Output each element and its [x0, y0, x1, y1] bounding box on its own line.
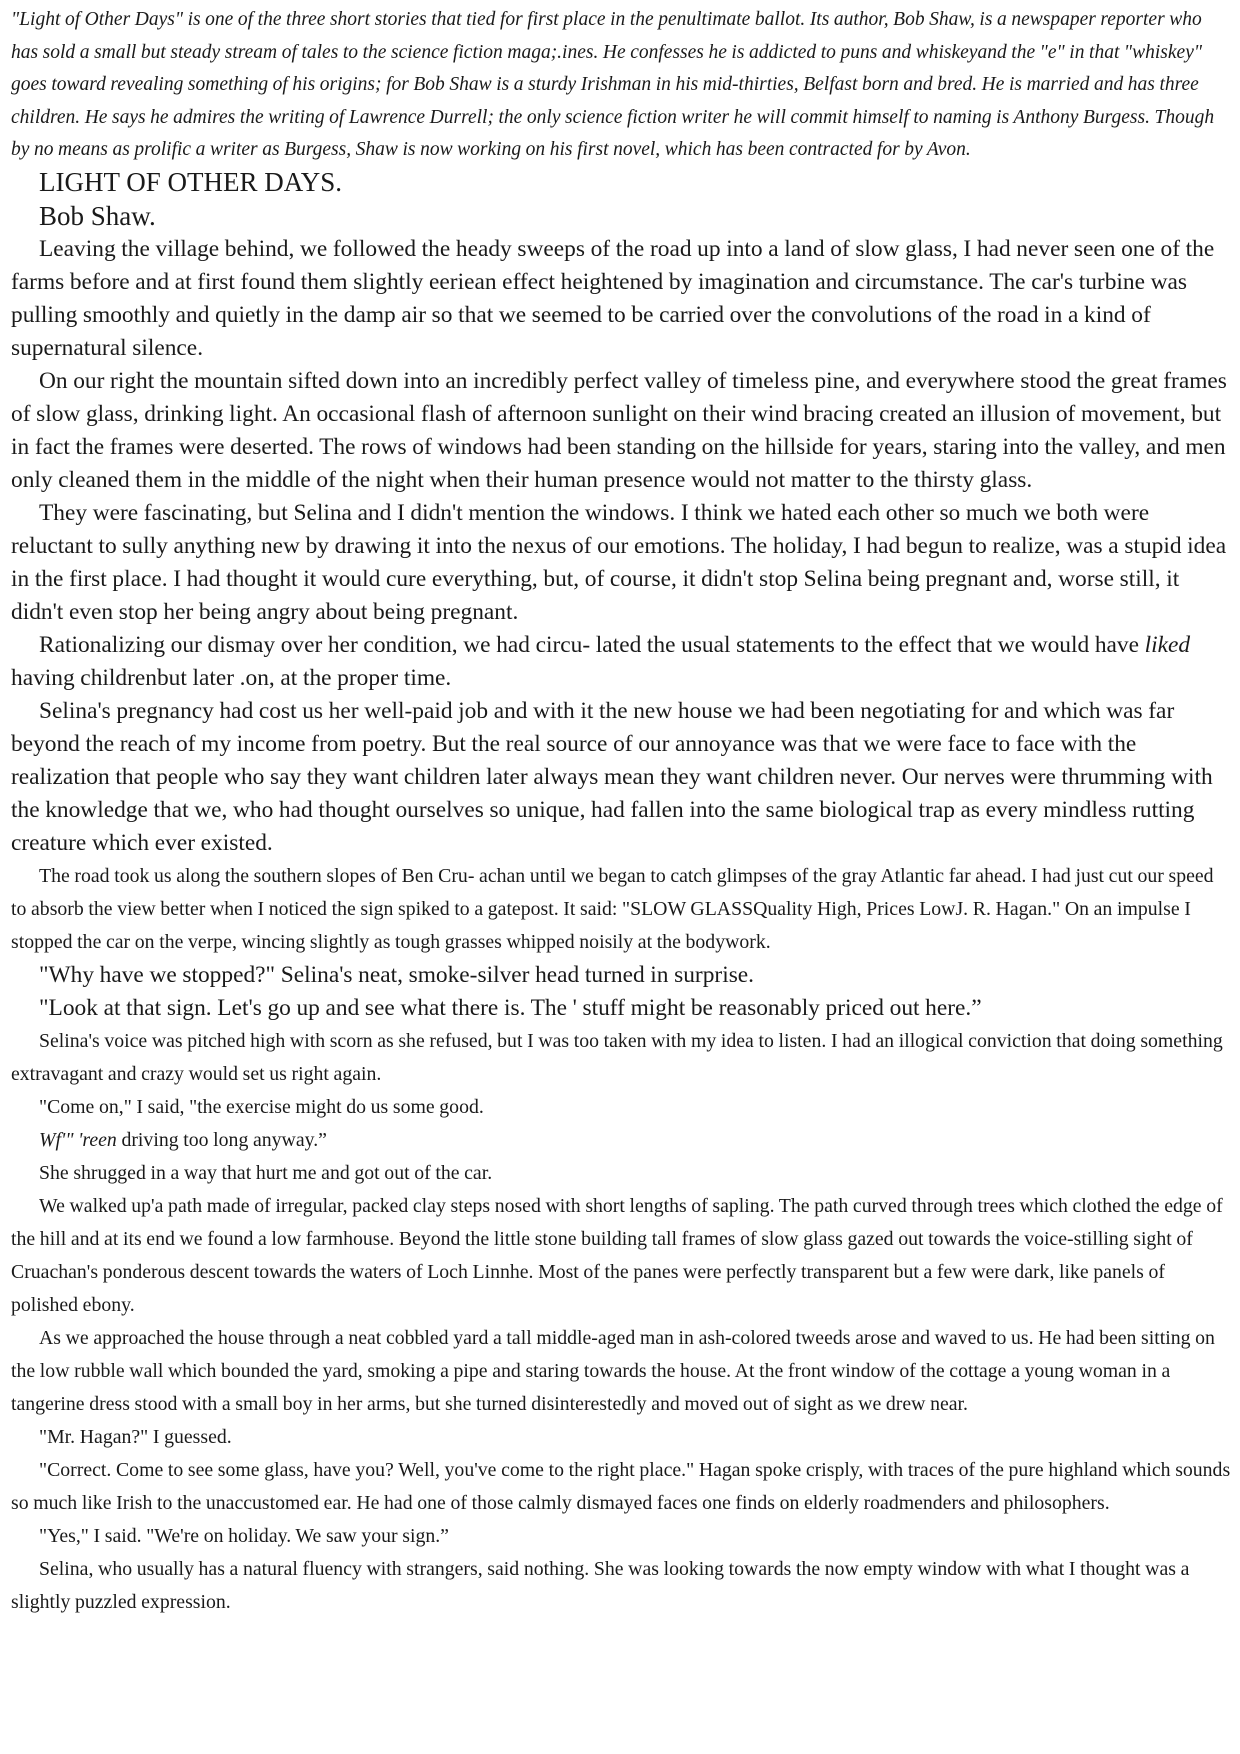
body-paragraph: Selina, who usually has a natural fluency with strangers, said nothing. She was looking towards the now empty window with what I thought was a slightly puzzled expression.: [11, 1557, 1190, 1613]
dialogue-paragraph: "Come on," I said, "the exercise might do us some good.: [39, 1095, 484, 1118]
dialogue-paragraph: "Mr. Hagan?" I guessed.: [39, 1425, 232, 1448]
dialogue-paragraph: [11, 1124, 1233, 1157]
body-text: driving too long anyway.”: [116, 1128, 327, 1151]
story-title: LIGHT OF OTHER DAYS.: [39, 166, 343, 197]
body-paragraph: They were fascinating, but Selina and I didn't mention the windows. I think we hated each other so much we both were reluctant to sully anything new by drawing it into the nexus of our emotions. The holiday, I had begun to realize, was a stupid idea in the first place. I had thought it would cure everything, but, of course, it didn't stop Selina being pregnant and, worse still, it didn't even stop her being angry about being pregnant.: [11, 499, 1227, 625]
body-paragraph: Leaving the village behind, we followed the heady sweeps of the road up into a land of slow glass, I had never seen one of the farms before and at first found them slightly eeriean effect heightened by imagination and circumstance. The car's turbine was pulling smoothly and quietly in the damp air so that we seemed to be carried over the convolutions of the road in a kind of supernatural silence.: [11, 235, 1215, 361]
dialogue-paragraph: "Why have we stopped?" Selina's neat, smoke-silver head turned in surprise.: [39, 961, 755, 988]
body-paragraph: On our right the mountain sifted down into an incredibly perfect valley of timeless pine, and everywhere stood the great frames of slow glass, drinking light. An occasional flash of afternoon sunlight on their wind bracing created an illusion of movement, but in fact the frames were deserted. The rows of windows had been standing on the hillside for years, staring into the valley, and men only cleaned them in the middle of the night when their human presence would not matter to the thirsty glass.: [11, 367, 1227, 493]
body-text: Rationalizing our dismay over her condition, we had circu- lated the usual statements to the effect that we would have: [39, 631, 1145, 658]
body-text: having childrenbut later .on, at the proper time.: [11, 664, 452, 691]
dialogue-paragraph: "Correct. Come to see some glass, have you? Well, you've come to the right place." Hagan spoke crisply, with traces of the pure highland which sounds so much like Irish to the unaccustomed ear. He had one of those calmly dismayed faces one finds on elderly roadmenders and philosophers.: [11, 1458, 1231, 1514]
editor-introduction: "Light of Other Days" is one of the three short stories that tied for first place in the penultimate ballot. Its author, Bob Shaw, is a newspaper reporter who has sold a small but steady stream of tales to the science fiction maga;.ines. He confesses he is addicted to puns and whiskeyand the "e" in that "whiskey" goes toward revealing something of his origins; for Bob Shaw is a sturdy Irishman in his mid-thirties, Belfast born and bred. He is married and has three children. He says he admires the writing of Lawrence Durrell; the only science fiction writer he will commit himself to naming is Anthony Burgess. Though by no means as prolific a writer as Burgess, Shaw is now working on his first novel, which has been contracted for by Avon.: [11, 9, 1215, 161]
body-paragraph: Selina's pregnancy had cost us her well-paid job and with it the new house we had been negotiating for and which was far beyond the reach of my income from poetry. But the real source of our annoyance was that we were face to face with the realization that people who say they want children later always mean they want children never. Our nerves were thrumming with the knowledge that we, who had thought ourselves so unique, had fallen into the same biological trap as every mindless rutting creature which ever existed.: [11, 697, 1213, 856]
body-paragraph: The road took us along the southern slopes of Ben Cru- achan until we began to catch glimpses of the gray Atlantic far ahead. I had just cut our speed to absorb the view better when I noticed the sign spiked to a gatepost. It said: "SLOW GLASSQuality High, Prices LowJ. R. Hagan." On an impulse I stopped the car on the verpe, wincing slightly as tough grasses whipped noisily at the bodywork.: [11, 864, 1214, 953]
story-author: Bob Shaw.: [39, 200, 156, 231]
body-paragraph: [11, 629, 1233, 695]
body-paragraph: As we approached the house through a neat cobbled yard a tall middle-aged man in ash-colored tweeds arose and waved to us. He had been sitting on the low rubble wall which bounded the yard, smoking a pipe and staring towards the house. At the front window of the cottage a young woman in a tangerine dress stood with a small boy in her arms, but she turned disinterestedly and moved out of sight as we drew near.: [11, 1326, 1215, 1415]
dialogue-paragraph: "Yes," I said. "We're on holiday. We saw your sign.”: [39, 1524, 449, 1547]
emphasized-word: liked: [1144, 631, 1191, 658]
emphasized-word: Wf'" 'reen: [39, 1128, 117, 1151]
dialogue-paragraph: "Look at that sign. Let's go up and see what there is. The ' stuff might be reasonably priced out here.”: [39, 994, 982, 1021]
document-page: [11, 4, 1233, 1619]
body-paragraph: Selina's voice was pitched high with scorn as she refused, but I was too taken with my idea to listen. I had an illogical conviction that doing something extravagant and crazy would set us right again.: [11, 1029, 1223, 1085]
body-paragraph: We walked up'a path made of irregular, packed clay steps nosed with short lengths of sapling. The path curved through trees which clothed the edge of the hill and at its end we found a low farmhouse. Beyond the little stone building tall frames of slow glass gazed out towards the voice-stilling sight of Cruachan's ponderous descent towards the waters of Loch Linnhe. Most of the panes were perfectly transparent but a few were dark, like panels of polished ebony.: [11, 1194, 1223, 1316]
body-paragraph: She shrugged in a way that hurt me and got out of the car.: [39, 1161, 493, 1184]
